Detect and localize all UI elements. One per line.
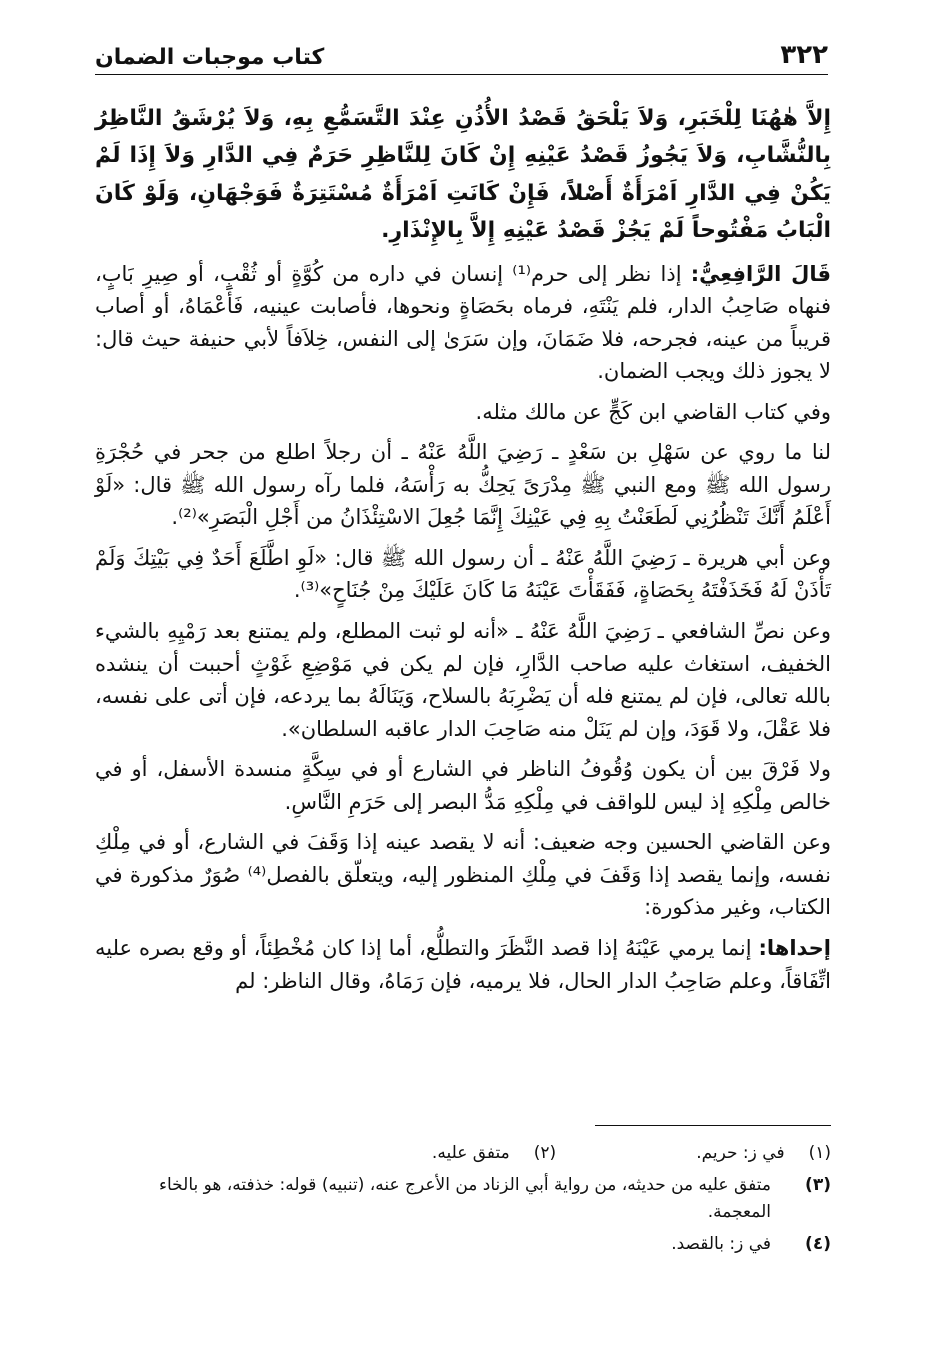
- paragraph-lead: قَالَ الرَّافِعِيُّ:: [690, 261, 831, 286]
- footnote-number: (٢): [533, 1143, 557, 1163]
- paragraph-text: إنما يرمي عَيْنَهُ إذا قصد النَّظَرَ والتطلُّع، أما إذا كان مُخْطِئاً، أو وقع بصره عليه اتِّفَاقاً، وعلم صَاحِبُ الدار الحال، فلا يرميه، فإن رَمَاهُ، وقال الناظر: لم: [95, 935, 831, 993]
- footnote-1: [696, 1140, 831, 1166]
- paragraph-rafii: [95, 258, 831, 388]
- footnote-number: (٣): [805, 1175, 831, 1196]
- footnote-3: [95, 1172, 831, 1225]
- book-section-title: كتاب موجبات الضمان: [95, 45, 325, 70]
- footnote-text: متفق عليه.: [431, 1143, 510, 1163]
- paragraph-shafii-text: وعن نصِّ الشافعي ـ رَضِيَ اللَّهُ عَنْهُ ـ «أنه لو ثبت المطلع، ولم يمتنع بعد رَمْيِهِ بالشيء الخفيف، استغاث عليه صاحب الدَّارِ، فإن لم يكن في مَوْضِعِ غَوْثٍ أحببت أن ينشده بالله تعالى، فإن لم يمتنع فله أن يَضْرِبَهُ بالسلاح، وَيَنَالَهُ بما يردعه، فإن أتى على نفسه، فلا عَقْلَ، ولا قَوَدَ، وإن لم يَنَلْ منه صَاحِبَ الدار عاقبه السلطان».: [95, 619, 831, 741]
- footnote-2: [432, 1140, 556, 1166]
- paragraph-lead: إحداها:: [758, 935, 831, 960]
- main-text: [95, 100, 831, 1005]
- paragraph-ibn-kajj: وفي كتاب القاضي ابن كَجٍّ عن مالك مثله.: [475, 399, 831, 424]
- paragraph-first-case: [95, 932, 831, 997]
- footnote-text: في ز: حريم.: [696, 1143, 785, 1163]
- footnote-divider: [595, 1125, 831, 1126]
- paragraph-hadith-sahl: لنا ما روي عن سَهْلِ بن سَعْدٍ ـ رَضِيَ اللَّهُ عَنْهُ ـ أن رجلاً اطلع من جحر في حُجْرَةِ رسول الله ﷺ ومع النبي ﷺ مِدْرَىً يَحِكُّ به رَأْسَهُ، فلما رآه رسول الله ﷺ قال: «لَوْ أَعْلَمُ أَنَّكَ تَنْظُرُنِي لَطَعَنْتُ بِهِ فِي عَيْنِكَ إِنَّمَا جُعِلَ الاسْتِئْذَانُ من أَجْلِ الْبَصَرِ»⁽²⁾.: [95, 440, 831, 530]
- footnote-4: [95, 1231, 831, 1257]
- footnote-text: متفق عليه من حديثه، من رواية أبي الزناد من الأعرج عنه، (تنبيه) قوله: خذفته، هو بالخاء المعجمة.: [159, 1175, 771, 1222]
- footnotes: [95, 1140, 831, 1263]
- paragraph-qadi-husayn: وعن القاضي الحسين وجه ضعيف: أنه لا يقصد عينه إذا وَقَفَ في الشارع، أو في مِلْكِ نفسه، وإنما يقصد إذا وَقَفَ في مِلْكِ المنظور إليه، ويتعلّق بالفصل⁽⁴⁾ صُوَرٌ مذكورة في الكتاب، وغير مذكورة:: [95, 830, 831, 920]
- footnote-number: (١): [808, 1143, 831, 1163]
- footnote-number: (٤): [805, 1234, 831, 1255]
- paragraph-hadith-abu-hurayra: وعن أبي هريرة ـ رَضِيَ اللَّهُ عَنْهُ ـ أن رسول الله ﷺ قال: «لَوِ اطَّلَعَ أَحَدٌ فِي بَيْتِكَ وَلَمْ تَأْذَنْ لَهُ فَخَذَفْتَهُ بِحَصَاةٍ، فَفَقَأْتَ عَيْنَهُ مَا كَانَ عَلَيْكَ مِنْ جُنَاحٍ»⁽³⁾.: [95, 545, 831, 603]
- footnote-text: في ز: بالقصد.: [671, 1234, 771, 1255]
- paragraph-no-difference: ولا فَرْقَ بين أن يكون وُقُوفُ الناظر في الشارع أو في سِكَّةٍ منسدة الأسفل، أو في خالص مِلْكِهِ إذ ليس للواقف في مِلْكِهِ مَدُّ البصر إلى حَرَمِ النَّاسِ.: [95, 757, 831, 814]
- matn-paragraph: إِلاَّ هٰهُنَا لِلْخَبَرِ، وَلاَ يَلْحَقُ قَصْدُ الأُذُنِ عِنْدَ التَّسَمُّعِ بِهِ، وَلاَ يُرْشَقُ النَّاظِرُ بِالنُّشَّابِ، وَلاَ يَجُوزُ قَصْدُ عَيْنِهِ إِنْ كَانَ لِلنَّاظِرِ حَرَمٌ فِي الدَّارِ وَلاَ إِذَا لَمْ يَكُنْ فِي الدَّارِ اَمْرَأَةٌ أَصْلاً، فَإِنْ كَانَتِ اَمْرَأَةٌ مُسْتَتِرَةٌ فَوَجْهَانِ، وَلَوْ كَانَ الْبَابُ مَفْتُوحاً لَمْ يَجُزْ قَصْدُ عَيْنِهِ إِلاَّ بِالإِنْذَارِ.: [95, 106, 831, 244]
- footnote-row: [95, 1140, 831, 1166]
- running-header: [95, 34, 828, 75]
- page-number: ٣٢٢: [780, 40, 828, 70]
- paragraph-text: إذا نظر إلى حرم⁽¹⁾ إنسان في داره من كُوَّةٍ أو ثُقْبٍ، أو صِيرِ بَابٍ، فنهاه صَاحِبُ الدار، فلم يَنْتَهِ، فرماه بحَصَاةٍ ونحوها، فأصابت عينيه، فَأَعْمَاهُ، أو أصاب قريباً من عينه، فجرحه، فلا ضَمَانَ، وإن سَرَىٰ إلى النفس، خِلاَفاً لأبي حنيفة حيث قال: لا يجوز ذلك ويجب الضمان.: [95, 261, 831, 384]
